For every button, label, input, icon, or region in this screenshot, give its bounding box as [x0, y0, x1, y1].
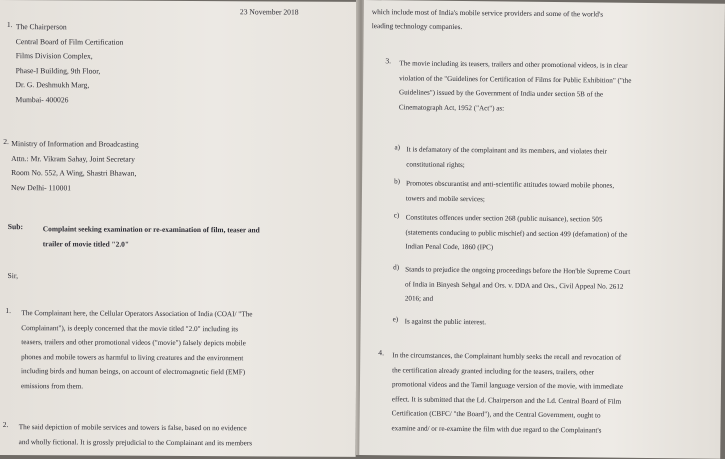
right-page — [359, 0, 725, 459]
para-1-line: phones and mobile towers as harmful to living creatures and the environment — [21, 352, 244, 362]
item-e — [392, 314, 487, 327]
para-3-line: Guidelines") issued by the Government of India under section 5B of the — [398, 88, 604, 99]
item-line: towers and mobile services; — [405, 193, 485, 203]
para-4-number: 4. — [378, 348, 385, 358]
item-e-label: e) — [392, 315, 399, 324]
para-3-line: violation of the "Guidelines for Certification of Films for Public Exhibition" ("the — [399, 73, 632, 85]
addressee-1-line: Dr. G. Deshmukh Marg, — [15, 80, 90, 90]
para-1-line: emissions from them. — [20, 381, 84, 390]
para-1-line: teasers, trailers and other promotional videos ("movie") falsely depicts mobile — [21, 338, 246, 348]
continued-text — [372, 5, 603, 35]
para-2-number: 2. — [2, 420, 9, 430]
para-3-line: Cinematograph Act, 1952 ("Act") as: — [398, 102, 505, 112]
addressee-1-line: Phase-I Building, 9th Floor, — [15, 65, 101, 76]
item-line: Indian Penal Code, 1860 (IPC) — [405, 242, 494, 252]
addressee-1-line: The Chairperson — [15, 22, 67, 32]
para-4-line: effect. It is submitted that the Ld. Chairperson and the Ld. Central Board of Film — [391, 394, 622, 406]
para-1-line: Complainant"), is deeply concerned that the movie titled "2.0" including its — [21, 323, 239, 333]
addressee-1-line: Mumbai- 400026 — [15, 94, 69, 104]
para-4-line: In the circumstances, the Complainant humbly seeks the recall and revocation of — [392, 351, 622, 362]
item-line: It is defamatory of the complainant and its members, and violates their — [406, 145, 608, 156]
letter-date: 23 November 2018 — [239, 7, 299, 17]
continued-line: leading technology companies. — [371, 21, 463, 32]
para-1-number: 1. — [5, 306, 12, 316]
left-page — [0, 0, 358, 457]
item-a — [394, 142, 608, 169]
subject-line: Complaint seeking examination or re-examination of film, teaser and — [42, 224, 260, 235]
item-c-label: c) — [393, 211, 400, 220]
item-e-text — [405, 314, 487, 329]
item-a-label: a) — [394, 143, 401, 152]
item-d-text — [405, 262, 631, 308]
addressee-1-number: 1. — [6, 20, 13, 30]
para-3-number: 3. — [385, 56, 392, 66]
item-b — [394, 176, 615, 203]
item-b-text — [406, 176, 614, 207]
item-line: Is against the public interest. — [404, 317, 487, 327]
addressee-1-block — [15, 20, 123, 108]
item-b-label: b) — [394, 177, 401, 186]
item-line: Constitutes offences under section 268 (public nuisance), section 505 — [405, 213, 603, 224]
para-1 — [21, 306, 253, 394]
item-d — [393, 262, 631, 303]
para-4-line: examine and/ or re-examine the film with due regard to the Complainant's — [391, 423, 602, 435]
item-line: 2016; and — [404, 294, 434, 303]
subject-text — [43, 222, 260, 252]
item-line: (statements conducing to public mischief) and section 499 (defamation) of the — [405, 227, 628, 239]
para-2-line: and wholly fictional. It is grossly prejudicial to the Complainant and its members — [18, 437, 253, 447]
para-3-line: The movie including its teasers, trailers and other promotional videos, is in clear — [399, 59, 628, 70]
item-d-label: d) — [393, 263, 400, 272]
para-2 — [19, 420, 253, 450]
addressee-2-line: Ministry of Information and Broadcasting — [11, 139, 139, 149]
salutation: Sir, — [7, 271, 19, 281]
addressee-1-line: Films Division Complex, — [15, 51, 93, 61]
para-4-line: the certification already granted including for the teasers, trailers, other — [392, 365, 595, 376]
addressee-1-line: Central Board of Film Certification — [15, 36, 124, 47]
addressee-2-number: 2. — [3, 137, 9, 147]
addressee-2-line: New Delhi- 110001 — [10, 182, 72, 192]
para-4 — [391, 348, 623, 437]
subject-line: trailer of movie titled "2.0" — [42, 238, 130, 249]
para-4-line: Certification (CBFC/ "the Board"), and the Central Government, ought to — [391, 409, 601, 420]
para-1-line: The Complainant here, the Cellular Operators Association of India (COAI/ "The — [21, 309, 253, 319]
para-4-line: promotional videos and the Tamil language version of the movie, with immediate — [391, 380, 624, 391]
item-line: of India in Binyesh Sehgal and Ors. v. DDA and Ors., Civil Appeal No. 2612 — [404, 279, 624, 291]
item-line: constitutional rights; — [406, 159, 465, 169]
item-a-text — [406, 142, 607, 173]
addressee-2-line: Room No. 552, A Wing, Shastri Bhawan, — [11, 168, 137, 178]
item-c — [393, 210, 628, 252]
subject-label: Sub: — [7, 222, 24, 232]
item-c-text — [405, 210, 627, 256]
addressee-2-block — [11, 137, 139, 196]
item-line: Promotes obscurantist and anti-scientific attitudes toward mobile phones, — [406, 179, 615, 190]
addressee-2-line: Attn.: Mr. Vikram Sahay, Joint Secretary — [11, 153, 135, 164]
para-2-line: The said depiction of mobile services and towers is false, based on no evidence — [18, 423, 247, 433]
para-1-line: including birds and human beings, on account of electromagnetic field (EMF) — [21, 367, 246, 377]
item-line: Stands to prejudice the ongoing proceedings before the Hon'ble Supreme Court — [405, 265, 631, 276]
continued-line: which include most of India's mobile service providers and some of the world's — [371, 7, 604, 19]
para-3 — [399, 56, 632, 116]
